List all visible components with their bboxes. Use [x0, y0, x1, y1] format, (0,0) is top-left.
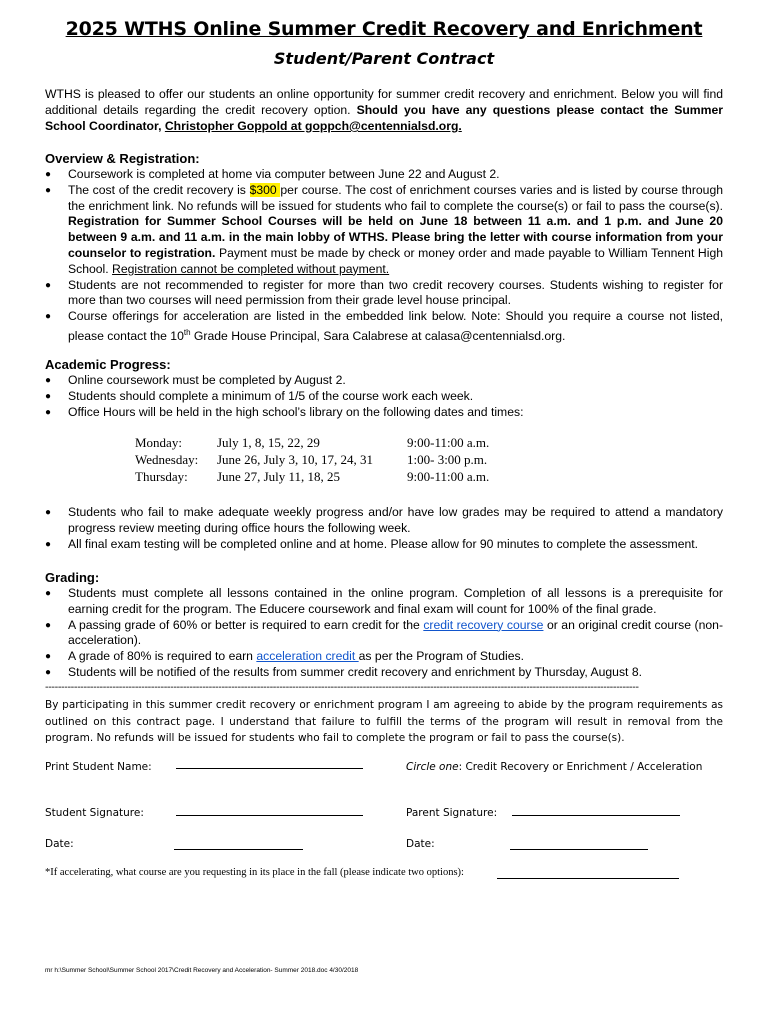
grading-list	[45, 586, 723, 681]
list-item-text: Students who fail to make adequate weekly progress and/or have low grades may be required to attend a mandatory progress review meeting during office hours the following week.	[68, 505, 723, 535]
acceleration-credit-link[interactable]: acceleration credit	[256, 649, 359, 664]
list-item	[45, 505, 723, 537]
student-date-label: Date:	[45, 838, 74, 850]
list-item-text: per course. The cost of enrichment courses varies and is listed by course through the enrichment link. No refunds will be issued for students who fail to complete the course(s) or fail to pass the course(s).	[68, 182, 724, 213]
acceleration-request-note: *If accelerating, what course are you requesting in its place in the fall (please indicate two options):	[45, 867, 464, 878]
intro-text: WTHS is pleased to offer our students an online opportunity for summer credit recovery and enrichment. Below you will find additional details regarding the credit recovery option.	[45, 87, 723, 117]
list-item-text: Payment must be made by check or money order and made payable to William Tennent High School.	[68, 245, 723, 276]
payment-required-note: Registration cannot be completed without payment.	[112, 261, 390, 276]
page-subtitle: Student/Parent Contract	[273, 49, 495, 68]
office-hours-table	[135, 434, 535, 485]
list-item-text: or an original credit course (non-acceleration).	[68, 617, 724, 648]
list-item-text: The cost of the credit recovery is	[68, 182, 250, 197]
list-item	[45, 183, 723, 278]
document-footer-path: mr h:\Summer School\Summer School 2017\Credit Recovery and Acceleration- Summer 2018.doc 4/30/2018	[45, 967, 359, 974]
list-item-text: Office Hours will be held in the high school’s library on the following dates and times:	[68, 404, 524, 419]
list-item	[45, 586, 723, 618]
office-hours-row	[135, 434, 535, 451]
circle-one-options: : Credit Recovery or Enrichment / Acceleration	[458, 761, 703, 773]
list-item	[45, 373, 723, 389]
hours-time: 9:00-11:00 a.m.	[407, 435, 490, 450]
list-item	[45, 649, 723, 665]
credit-recovery-course-link[interactable]: credit recovery course	[423, 617, 544, 632]
list-item-text: Coursework is completed at home via computer between June 22 and August 2.	[68, 167, 500, 181]
list-item-text: Students should complete a minimum of 1/5 of the course work each week.	[68, 388, 474, 403]
academic-heading: Academic Progress:	[45, 357, 171, 372]
list-item	[45, 537, 723, 553]
acceleration-request-line[interactable]	[497, 878, 679, 879]
hours-day: Monday:	[135, 435, 182, 450]
price-highlight: $300	[249, 182, 281, 197]
list-item-text: Students must complete all lessons contained in the online program. Completion of all lessons is a prerequisite for earning credit for the program. The Educere coursework and final exam will count for 100% of the final grade.	[68, 586, 723, 616]
hours-dates: June 26, July 3, 10, 17, 24, 31	[217, 452, 373, 467]
circle-one-label: Circle one	[406, 761, 459, 773]
print-name-label: Print Student Name:	[45, 761, 152, 773]
list-item-text: A passing grade of 60% or better is required to earn credit for the	[68, 617, 424, 632]
student-signature-label: Student Signature:	[45, 807, 144, 819]
parent-signature-label: Parent Signature:	[406, 807, 498, 819]
list-item	[45, 309, 723, 345]
office-hours-row	[135, 451, 535, 468]
office-hours-row	[135, 468, 535, 485]
intro-paragraph	[45, 86, 723, 134]
divider-dashes: -----------------------------------------------------------------------------------------------------------------------------------------------------------------------------------------	[45, 682, 639, 693]
agreement-paragraph: By participating in this summer credit recovery or enrichment program I am agreeing to abide by the program requirements as outlined on this contract page. I understand that failure to fulfill the terms of the program will result in removal from the program. No refunds will be issued for students who fail to complete the program or fail to pass the course(s).	[45, 699, 723, 744]
list-item	[45, 278, 723, 310]
academic-list	[45, 373, 723, 420]
hours-time: 9:00-11:00 a.m.	[407, 469, 490, 484]
parent-date-line[interactable]	[510, 849, 648, 850]
list-item-text: as per the Program of Studies.	[358, 649, 524, 664]
list-item-text: A grade of 80% is required to earn	[68, 649, 257, 664]
intro-bold-text: Should you have any questions please contact the Summer School Coordinator,	[45, 103, 723, 133]
list-item	[45, 167, 723, 183]
grading-heading: Grading:	[45, 570, 100, 585]
list-item-text: All final exam testing will be completed online and at home. Please allow for 90 minutes to complete the assessment.	[68, 536, 699, 551]
list-item-text: Students will be notified of the results from summer credit recovery and enrichment by Thursday, August 8.	[68, 664, 642, 679]
list-item-text: Course offerings for acceleration are listed in the embedded link below. Note: Should you require a course not listed, please contact the 10	[68, 309, 723, 344]
print-name-line[interactable]	[176, 768, 363, 769]
parent-signature-line[interactable]	[512, 815, 680, 816]
list-item	[45, 665, 723, 681]
coordinator-contact: Christopher Goppold at goppch@centennialsd.org.	[164, 119, 462, 133]
student-date-line[interactable]	[174, 849, 303, 850]
overview-list	[45, 167, 723, 345]
academic-list-continued	[45, 505, 723, 552]
hours-time: 1:00- 3:00 p.m.	[407, 452, 488, 467]
registration-bold-text: Registration for Summer School Courses will be held on June 18 between 11 a.m. and 1 p.m. and June 20 between 9 a.m. and 11 a.m. in the main lobby of WTHS. Please bring the letter with course information from your counselor to registration.	[68, 214, 723, 260]
list-item	[45, 618, 723, 650]
circle-one-field	[406, 761, 702, 773]
parent-date-label: Date:	[406, 838, 435, 850]
list-item	[45, 405, 723, 421]
student-signature-line[interactable]	[176, 815, 363, 816]
list-item-text: Online coursework must be completed by August 2.	[68, 373, 346, 387]
hours-day: Wednesday:	[135, 452, 199, 467]
superscript-th: th	[183, 327, 191, 337]
overview-heading: Overview & Registration:	[45, 151, 200, 166]
list-item-text: Grade House Principal, Sara Calabrese at calasa@centennialsd.org.	[190, 329, 566, 344]
page-title: 2025 WTHS Online Summer Credit Recovery and Enrichment	[65, 18, 703, 40]
hours-dates: July 1, 8, 15, 22, 29	[217, 435, 320, 450]
list-item-text: Students are not recommended to register for more than two credit recovery courses. Students wishing to register for more than two courses will need permission from their grade level house principal.	[68, 277, 723, 308]
hours-day: Thursday:	[135, 469, 188, 484]
hours-dates: June 27, July 11, 18, 25	[217, 469, 341, 484]
list-item	[45, 389, 723, 405]
